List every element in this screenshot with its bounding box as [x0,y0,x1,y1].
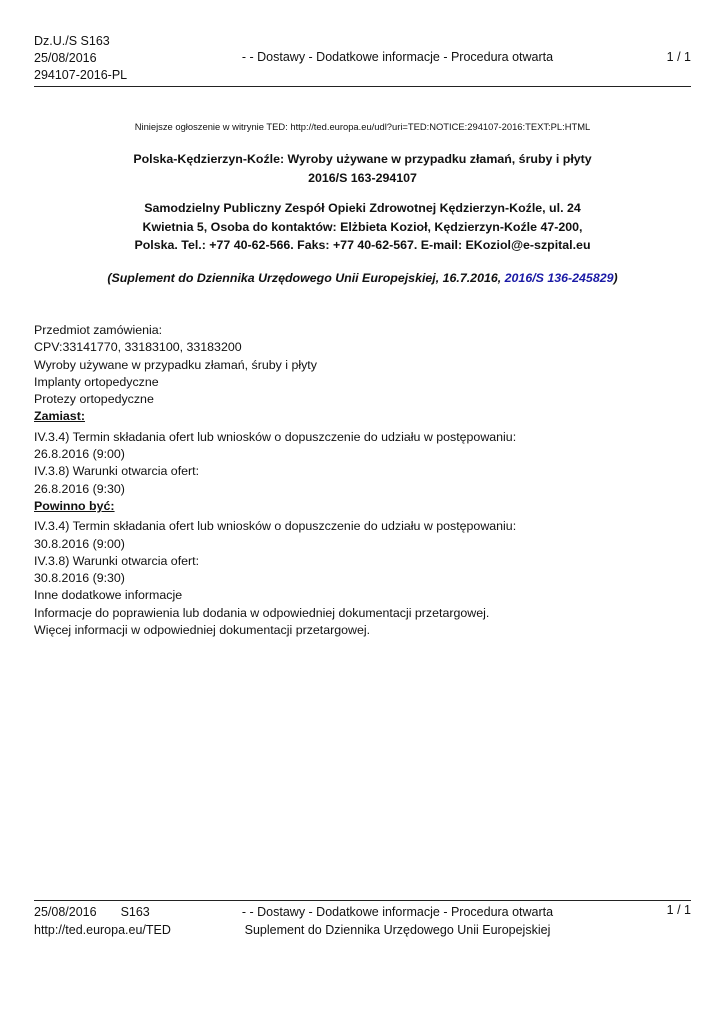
footer-url[interactable]: http://ted.europa.eu/TED [34,923,171,937]
footer-subtitle: Suplement do Dziennika Urzędowego Unii Europejskiej [244,923,551,937]
supplement-reference [60,271,665,285]
notice-title-line: Polska-Kędzierzyn-Koźle: Wyroby używane w przypadku złamań, śruby i płyty [133,152,592,166]
supplement-suffix: ) [613,271,618,285]
other-info-heading: Inne dodatkowe informacje [34,588,183,603]
publication-date: 25/08/2016 [34,51,97,65]
instead-opening-label: IV.3.8) Warunki otwarcia ofert: [34,464,200,479]
ted-notice-line: Niniejsze ogłoszenie w witrynie TED: http://ted.europa.eu/udl?uri=TED:NOTICE:294107-2016:TEXT:PL:HTML [134,121,591,132]
should-deadline-label: IV.3.4) Termin składania ofert lub wniosków o dopuszczenie do udziału w postępowaniu: [34,519,517,534]
journal-reference: Dz.U./S S163 [34,34,110,48]
header-title: - - Dostawy - Dodatkowe informacje - Procedura otwarta [241,50,554,64]
contracting-authority-line: Polska. Tel.: +77 40-62-566. Faks: +77 40-62-567. E-mail: EKoziol@e-szpital.eu [134,238,591,252]
footer-divider [34,900,691,901]
supplement-prefix: (Suplement do Dziennika Urzędowego Unii Europejskiej, 16.7.2016, [107,271,505,285]
notice-id: 294107-2016-PL [34,68,128,82]
header-identifiers [34,33,127,84]
should-opening-value: 30.8.2016 (9:30) [34,571,125,586]
footer-date: 25/08/2016 [34,905,97,919]
instead-opening-value: 26.8.2016 (9:30) [34,481,125,496]
subject-label: Przedmiot zamówienia: [34,323,163,337]
instead-heading: Zamiast: [34,409,85,424]
cpv-item: Protezy ortopedyczne [34,392,154,407]
footer-identifiers [34,903,171,939]
cpv-item: Wyroby używane w przypadku złamań, śruby i płyty [34,357,317,372]
should-deadline-value: 30.8.2016 (9:00) [34,536,125,551]
contracting-authority-line: Samodzielny Publiczny Zespół Opieki Zdrowotnej Kędzierzyn-Koźle, ul. 24 [144,201,581,215]
contracting-authority-line: Kwietnia 5, Osoba do kontaktów: Elżbieta Kozioł, Kędzierzyn-Koźle 47-200, [142,219,583,234]
contracting-authority [70,199,655,255]
instead-deadline-value: 26.8.2016 (9:00) [34,447,125,462]
footer-title: - - Dostawy - Dodatkowe informacje - Procedura otwarta [241,905,554,919]
more-info: Więcej informacji w odpowiedniej dokumentacji przetargowej. [34,623,371,638]
correction-info: Informacje do poprawienia lub dodania w odpowiedniej dokumentacji przetargowej. [34,605,490,620]
cpv-codes: CPV:33141770, 33183100, 33183200 [34,340,242,355]
should-opening-label: IV.3.8) Warunki otwarcia ofert: [34,553,200,568]
footer-titles [230,903,565,939]
footer-series: S163 [120,905,150,919]
notice-number: 2016/S 163-294107 [308,170,417,185]
notice-title [70,150,655,187]
original-notice-link[interactable]: 2016/S 136-245829 [504,271,614,285]
header-divider [34,86,691,87]
cpv-item: Implanty ortopedyczne [34,374,159,389]
notice-body [34,322,516,639]
header-page-number: 1 / 1 [666,50,691,64]
should-be-heading: Powinno być: [34,498,115,513]
footer-page-number: 1 / 1 [666,903,691,917]
instead-deadline-label: IV.3.4) Termin składania ofert lub wniosków o dopuszczenie do udziału w postępowaniu: [34,429,517,444]
